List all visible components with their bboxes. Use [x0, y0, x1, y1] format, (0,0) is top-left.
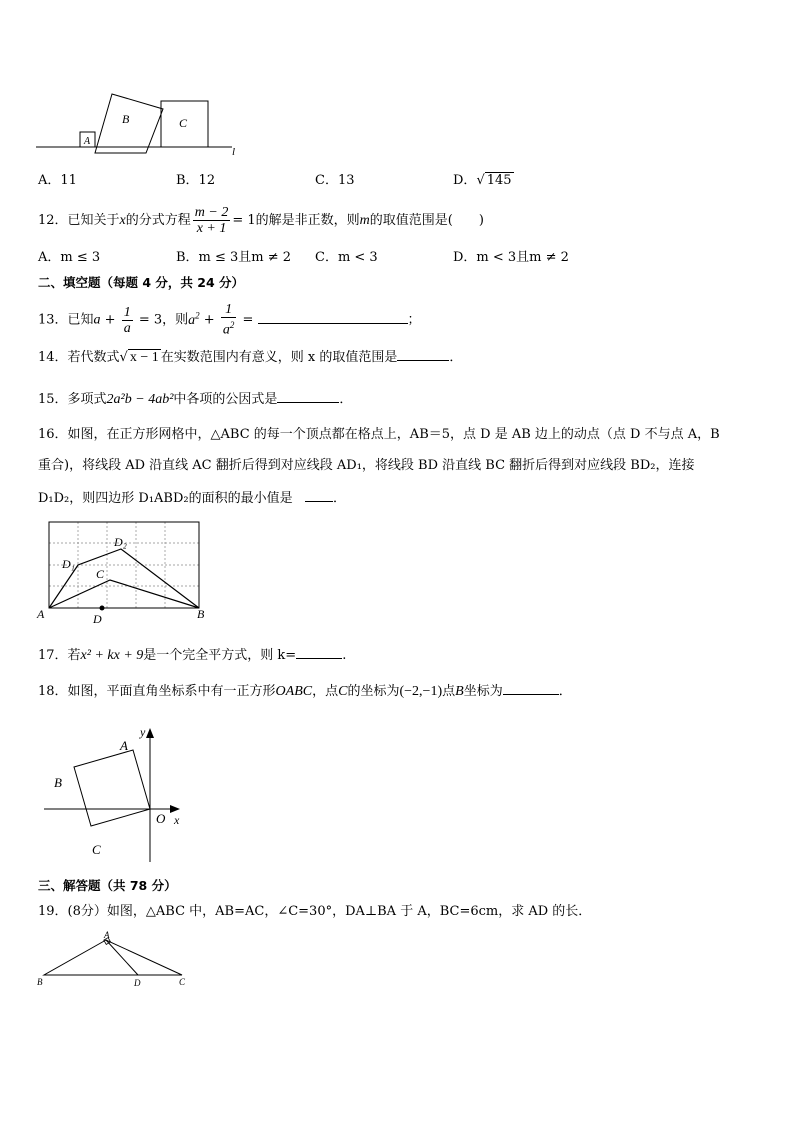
- segment-ad: [106, 940, 138, 975]
- label-b: B: [122, 112, 130, 126]
- q13-plus-2: +: [199, 312, 219, 328]
- label-a: A: [104, 930, 110, 940]
- q17-end: .: [342, 648, 347, 663]
- q12-option-a[interactable]: A．m ≤ 3: [38, 250, 101, 265]
- q12-text-1: 12．已知关于: [38, 213, 120, 228]
- q18-text-5: 坐标为: [463, 684, 503, 699]
- q18-text-2: ，点: [312, 684, 339, 699]
- q15-expression: 2a²b − 4ab²: [106, 392, 174, 407]
- label-a: A: [37, 607, 45, 621]
- label-b: B: [54, 775, 62, 790]
- question-14: [38, 347, 462, 367]
- q15-answer-blank[interactable]: [277, 389, 339, 403]
- q13-fraction-2-den: [221, 318, 237, 338]
- q13-eq: =: [238, 312, 258, 328]
- q17-text-1: 17．若: [38, 648, 81, 663]
- q17-answer-blank[interactable]: [296, 645, 342, 659]
- label-a: A: [120, 738, 128, 753]
- q14-text-1: 14．若代数式: [38, 350, 120, 365]
- q15-end: ．: [339, 392, 353, 407]
- question-13: [38, 297, 421, 339]
- triangle-abc: [44, 940, 182, 975]
- q11-option-d-label: D．: [453, 173, 477, 188]
- label-c: C: [96, 567, 105, 581]
- q18-coordinate: (−2,−1): [399, 684, 443, 699]
- figure-q11: [36, 92, 246, 160]
- label-x: x: [174, 813, 180, 827]
- q13-semicolon: ；: [407, 312, 421, 328]
- q18-point-b: B: [455, 684, 464, 699]
- q12-text-4: 的取值范围是( ): [369, 213, 484, 228]
- section-3-heading: 三、解答题（共 78 分）: [38, 878, 177, 893]
- q18-answer-blank[interactable]: [503, 681, 559, 695]
- q13-plus: +: [100, 312, 120, 328]
- question-16-line-3: [38, 488, 346, 508]
- triangle-a-c-b: [49, 580, 199, 608]
- q13-answer-blank[interactable]: [258, 310, 408, 324]
- figure-q19-triangle: [34, 928, 194, 990]
- q13-fraction-1: [122, 305, 133, 336]
- label-a: A: [84, 136, 91, 147]
- square-oabc: [74, 750, 150, 826]
- q13-fraction-1-num: 1: [123, 304, 131, 320]
- q18-end: ．: [558, 684, 572, 699]
- q13-fraction-2-num: 1: [221, 302, 237, 318]
- q12-option-c[interactable]: C．m < 3: [315, 250, 378, 265]
- q14-text-2: 在实数范围内有意义，则 x 的取值范围是: [160, 350, 398, 365]
- label-c: C: [179, 977, 186, 987]
- sqrt-icon: √: [119, 350, 128, 365]
- q13-var-a: a: [93, 312, 101, 328]
- q11-option-a[interactable]: A．11: [38, 173, 77, 188]
- q18-text-1: 18．如图，平面直角坐标系中有一正方形: [38, 684, 276, 699]
- q13-a2-base: a: [188, 312, 196, 328]
- question-16-line-1: 16．如图，在正方形网格中，△ABC 的每一个顶点都在格点上，AB＝5，点 D 是 AB 边上的动点（点 D 不与点 A，B: [38, 427, 720, 442]
- q12-text-3: = 1的解是非正数，则: [232, 213, 360, 228]
- section-2-heading: 二、填空题（每题 4 分，共 24 分）: [38, 275, 245, 290]
- q13-den-exp: 2: [229, 320, 235, 331]
- q12-denominator: x + 1: [196, 221, 227, 236]
- q18-square-name: OABC: [275, 684, 313, 699]
- q17-expression: x² + kx + 9: [80, 648, 144, 663]
- q13-text-1: 13．已知: [38, 312, 94, 328]
- sqrt-icon: √: [476, 173, 485, 188]
- question-19: 19．(8分）如图，△ABC 中，AB=AC，∠C=30°，DA⊥BA 于 A，BC=6cm，求 AD 的长．: [38, 904, 592, 919]
- label-y: y: [140, 725, 146, 739]
- q14-end: ．: [449, 350, 463, 365]
- label-l: l: [232, 146, 236, 158]
- label-b: B: [37, 977, 43, 987]
- q11-option-b[interactable]: B．12: [176, 173, 216, 188]
- q13-fraction-1-den: a: [123, 320, 131, 336]
- q13-fraction-2: [221, 302, 237, 338]
- q12-option-b[interactable]: B．m ≤ 3且m ≠ 2: [176, 250, 292, 265]
- q12-text-2: 的分式方程: [125, 213, 191, 228]
- label-o: O: [156, 811, 166, 826]
- q15-text-1: 15．多项式: [38, 392, 107, 407]
- q14-radicand: x − 1: [129, 350, 159, 365]
- q14-answer-blank[interactable]: [397, 347, 449, 361]
- point-d: [100, 606, 105, 611]
- label-c: C: [179, 116, 188, 130]
- x-axis-arrow-icon: [170, 805, 180, 813]
- q13-a2-exp: 2: [195, 310, 200, 320]
- label-b: B: [197, 607, 205, 621]
- q16-answer-blank[interactable]: [305, 488, 333, 502]
- q13-den-base: a: [222, 322, 230, 338]
- q12-fraction: [193, 205, 231, 236]
- q15-text-2: 中各项的公因式是: [173, 392, 278, 407]
- question-15: [38, 389, 352, 409]
- question-17: [38, 645, 346, 665]
- figure-q16-grid: [34, 518, 214, 628]
- figure-q18-coordinate-square: [40, 722, 190, 867]
- q11-option-d[interactable]: [453, 172, 514, 190]
- label-d: D: [93, 612, 102, 626]
- q16-text-3: D₁D₂，则四边形 D₁ABD₂的面积的最小值是: [38, 491, 293, 506]
- q11-option-d-root: 145: [486, 173, 512, 188]
- question-16-line-2: 重合)，将线段 AD 沿直线 AC 翻折后得到对应线段 AD₁，将线段 BD 沿直线 BC 翻折后得到对应线段 BD₂，连接: [38, 458, 695, 473]
- label-d2: D₂: [114, 535, 127, 549]
- q12-var-x: x: [119, 213, 126, 228]
- q13-text-2: = 3，则: [134, 312, 189, 328]
- q13-var-a2: [188, 310, 200, 328]
- q18-text-3: 的坐标为: [347, 684, 400, 699]
- y-axis-arrow-icon: [146, 728, 154, 738]
- q16-end: ．: [333, 491, 347, 506]
- q12-option-d[interactable]: D．m < 3且m ≠ 2: [453, 250, 569, 265]
- q11-option-c[interactable]: C．13: [315, 173, 355, 188]
- label-c: C: [92, 842, 101, 857]
- q17-text-2: 是一个完全平方式，则 k=: [143, 648, 297, 663]
- q12-var-m: m: [359, 213, 370, 228]
- label-d1: D₁: [62, 557, 75, 571]
- q18-text-4: 点: [442, 684, 456, 699]
- label-d: D: [134, 978, 141, 988]
- question-12: [38, 203, 484, 239]
- q18-point-c: C: [338, 684, 348, 699]
- question-18: [38, 681, 572, 701]
- q12-numerator: m − 2: [194, 205, 229, 220]
